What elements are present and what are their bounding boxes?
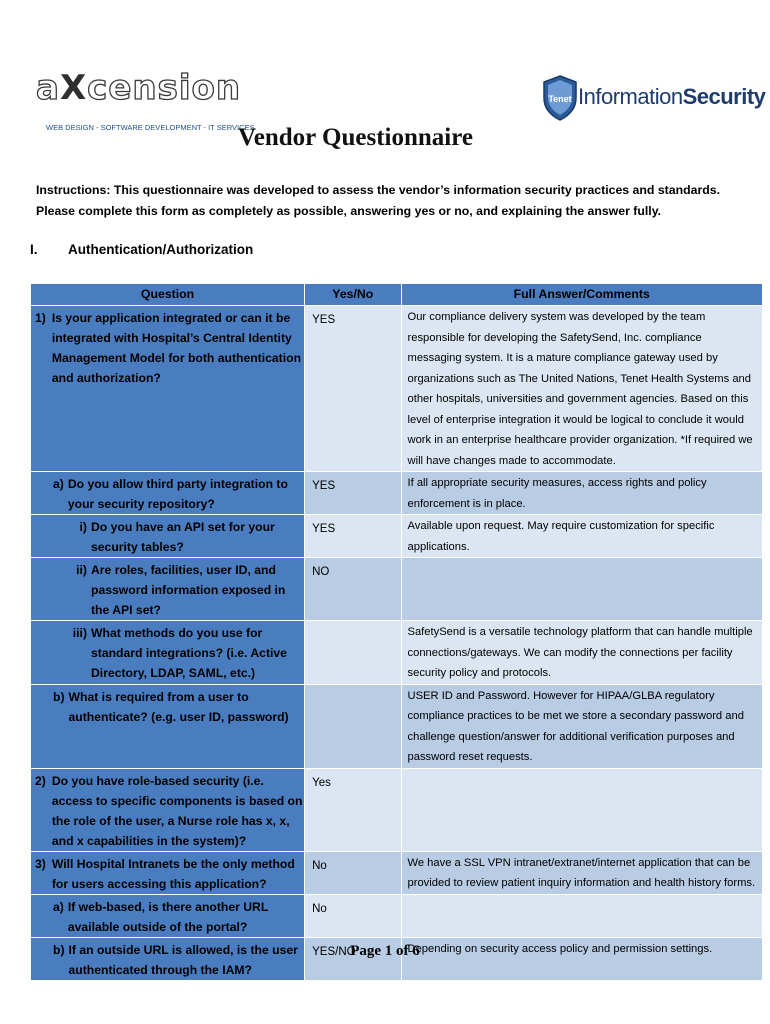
question-cell: 1) Is your application integrated or can it be integrated with Hospital’s Central Identity Management Model for both authentication and authorization? <box>31 306 305 472</box>
comment-cell <box>401 768 763 851</box>
comment-cell: Our compliance delivery system was developed by the team responsible for developing the SafetySend, Inc. compliance messaging system. It is a mature compliance gateway used by organizations such as The United Nations, Tenet Health Systems and other hospitals, universities and government agencies. Based on this level of enterprise integration it would be logical to conclude it would work in an enterprise healthcare provider organization. *If required we will have changes made to accommodate. <box>401 306 763 472</box>
answer-cell <box>305 621 401 685</box>
shield-text: Tenet <box>548 94 572 104</box>
table-row <box>31 515 763 558</box>
table-row <box>31 558 763 621</box>
logo-tagline: WEB DESIGN - SOFTWARE DEVELOPMENT - IT SERVICES <box>46 123 255 132</box>
page-title: Vendor Questionnaire <box>238 124 473 151</box>
axcension-logo <box>36 68 255 134</box>
comment-cell: If all appropriate security measures, access rights and policy enforcement is in place. <box>401 472 763 515</box>
header-question: Question <box>31 284 305 306</box>
answer-cell: YES <box>305 515 401 558</box>
table-row <box>31 768 763 851</box>
answer-cell: NO <box>305 558 401 621</box>
header-yes-no: Yes/No <box>305 284 401 306</box>
brand-text: InformationSecurity <box>578 84 766 109</box>
answer-cell: No <box>305 894 401 937</box>
comment-cell: SafetySend is a versatile technology platform that can handle multiple connections/gateways. We can modify the connections per facility security policy and protocols. <box>401 621 763 685</box>
comment-cell: Available upon request. May require customization for specific applications. <box>401 515 763 558</box>
answer-cell <box>305 684 401 768</box>
section-title: Authentication/Authorization <box>68 242 254 257</box>
page-number: Page 1 of 6 <box>350 943 420 959</box>
table-row <box>31 472 763 515</box>
question-cell: 3) Will Hospital Intranets be the only method for users accessing this application? <box>31 851 305 894</box>
comment-cell: Depending on security access policy and permission settings. <box>401 937 763 980</box>
questionnaire-table <box>30 283 763 981</box>
header-comments: Full Answer/Comments <box>401 284 763 306</box>
answer-cell: YES <box>305 306 401 472</box>
table-row <box>31 851 763 894</box>
question-cell: a) Do you allow third party integration to your security repository? <box>31 472 305 515</box>
section-heading <box>30 242 253 257</box>
answer-cell: No <box>305 851 401 894</box>
table-row <box>31 621 763 685</box>
comment-cell <box>401 894 763 937</box>
table-row <box>31 684 763 768</box>
table-row <box>31 894 763 937</box>
question-cell: b) If an outside URL is allowed, is the user authenticated through the IAM? <box>31 937 305 980</box>
table-row <box>31 306 763 472</box>
information-security-logo <box>540 74 766 124</box>
answer-cell: YES/NO <box>305 937 401 980</box>
comment-cell <box>401 558 763 621</box>
comment-cell: USER ID and Password. However for HIPAA/GLBA regulatory compliance practices to be met we store a secondary password and challenge question/answer for additional verification purposes and password reset requests. <box>401 684 763 768</box>
question-cell: b) What is required from a user to authenticate? (e.g. user ID, password) <box>31 684 305 768</box>
question-cell: ii) Are roles, facilities, user ID, and password information exposed in the API set? <box>31 558 305 621</box>
answer-cell: YES <box>305 472 401 515</box>
question-cell: a) If web-based, is there another URL available outside of the portal? <box>31 894 305 937</box>
section-number: I. <box>30 242 38 257</box>
comment-cell: We have a SSL VPN intranet/extranet/internet application that can be provided to review patient inquiry information and health history forms. <box>401 851 763 894</box>
question-cell: i) Do you have an API set for your security tables? <box>31 515 305 558</box>
question-cell: 2) Do you have role-based security (i.e. access to specific components is based on the role of the user, a Nurse role has x, x, and x capabilities in the system)? <box>31 768 305 851</box>
answer-cell: Yes <box>305 768 401 851</box>
table-header-row <box>31 284 763 306</box>
question-cell: iii) What methods do you use for standard integrations? (i.e. Active Directory, LDAP, SAML, etc.) <box>31 621 305 685</box>
instructions: Instructions: This questionnaire was developed to assess the vendor’s information security practices and standards. Please complete this form as completely as possible, answering yes or no, and explaining the answer fully. <box>36 183 721 218</box>
logo-wordmark: aXcension <box>36 68 242 108</box>
shield-icon <box>540 74 580 122</box>
